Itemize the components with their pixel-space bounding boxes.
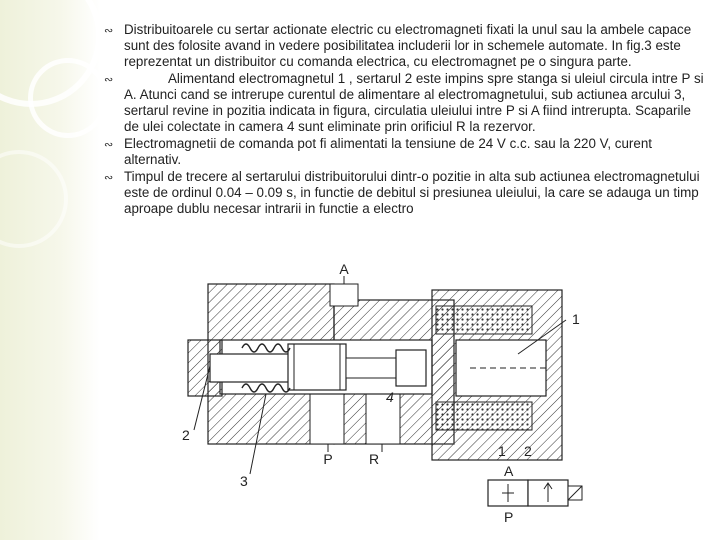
bullet-text: Distribuitoarele cu sertar actionate electric cu electromagneti fixati la unul sau la ambele capace sunt des folosite avand in vedere posibilitatea includerii lor in schemele automate. In fig.3 este reprezentat un distribuitor cu comanda electrica, cu electromagnet pe o singura parte. bbox=[124, 22, 692, 69]
text-cut-mask bbox=[170, 262, 290, 276]
bullet-item bbox=[100, 169, 708, 217]
decorative-side-band bbox=[0, 0, 100, 540]
ornament-bullet-icon: ∾ bbox=[104, 25, 114, 37]
bullet-text: Alimentand electromagnetul 1 , sertarul 2 este impins spre stanga si uleiul circula intre P si A. Atunci cand se intrerupe curentul de alimentare al electromagnetului, sub actiunea arcului 3, sertarul revine in pozitia indicata in figura, circulatia uleiului intre P si A fiind intrerupta. Scaparile de ulei colectate in camera 4 sunt eliminate prin orificiul R la rezervor. bbox=[124, 71, 704, 134]
bullet-text: Timpul de trecere al sertarului distribuitorului dintr-o pozitie in alta sub actiunea electromagnetului este de ordinul 0.04 – 0.09 s, in functie de debitul si presiunea uleiului, la care se adauga un timp aproape dublu necesar intrarii in functie a electro bbox=[124, 169, 700, 216]
part-4-label: 4 bbox=[386, 389, 394, 405]
port-a-label: A bbox=[339, 262, 349, 277]
part-1-label: 1 bbox=[572, 311, 580, 327]
bullet-text: Electromagnetii de comanda pot fi alimentati la tensiune de 24 V c.c. sau la 220 V, curent alternativ. bbox=[124, 136, 653, 167]
port-p-label: P bbox=[323, 451, 333, 467]
symbol-2-label: 2 bbox=[524, 443, 532, 459]
bullet-list bbox=[100, 22, 708, 218]
bullet-item bbox=[100, 71, 708, 135]
bullet-item bbox=[100, 136, 708, 168]
port-r-label: R bbox=[368, 451, 380, 467]
symbol-1-label: 1 bbox=[498, 443, 506, 459]
decorative-ring bbox=[0, 150, 68, 248]
symbol-p-label: P bbox=[504, 509, 514, 525]
part-3-label: 3 bbox=[240, 473, 248, 489]
ornament-bullet-icon: ∾ bbox=[104, 172, 114, 184]
valve-symbol bbox=[488, 480, 582, 506]
ornament-bullet-icon: ∾ bbox=[104, 74, 114, 86]
decorative-ring bbox=[28, 58, 108, 138]
part-2-label: 2 bbox=[182, 427, 190, 443]
bullet-item bbox=[100, 22, 708, 70]
electromagnet bbox=[432, 290, 562, 460]
valve-cross-section-figure bbox=[170, 262, 720, 540]
ornament-bullet-icon: ∾ bbox=[104, 139, 114, 151]
symbol-a-label: A bbox=[504, 463, 514, 479]
